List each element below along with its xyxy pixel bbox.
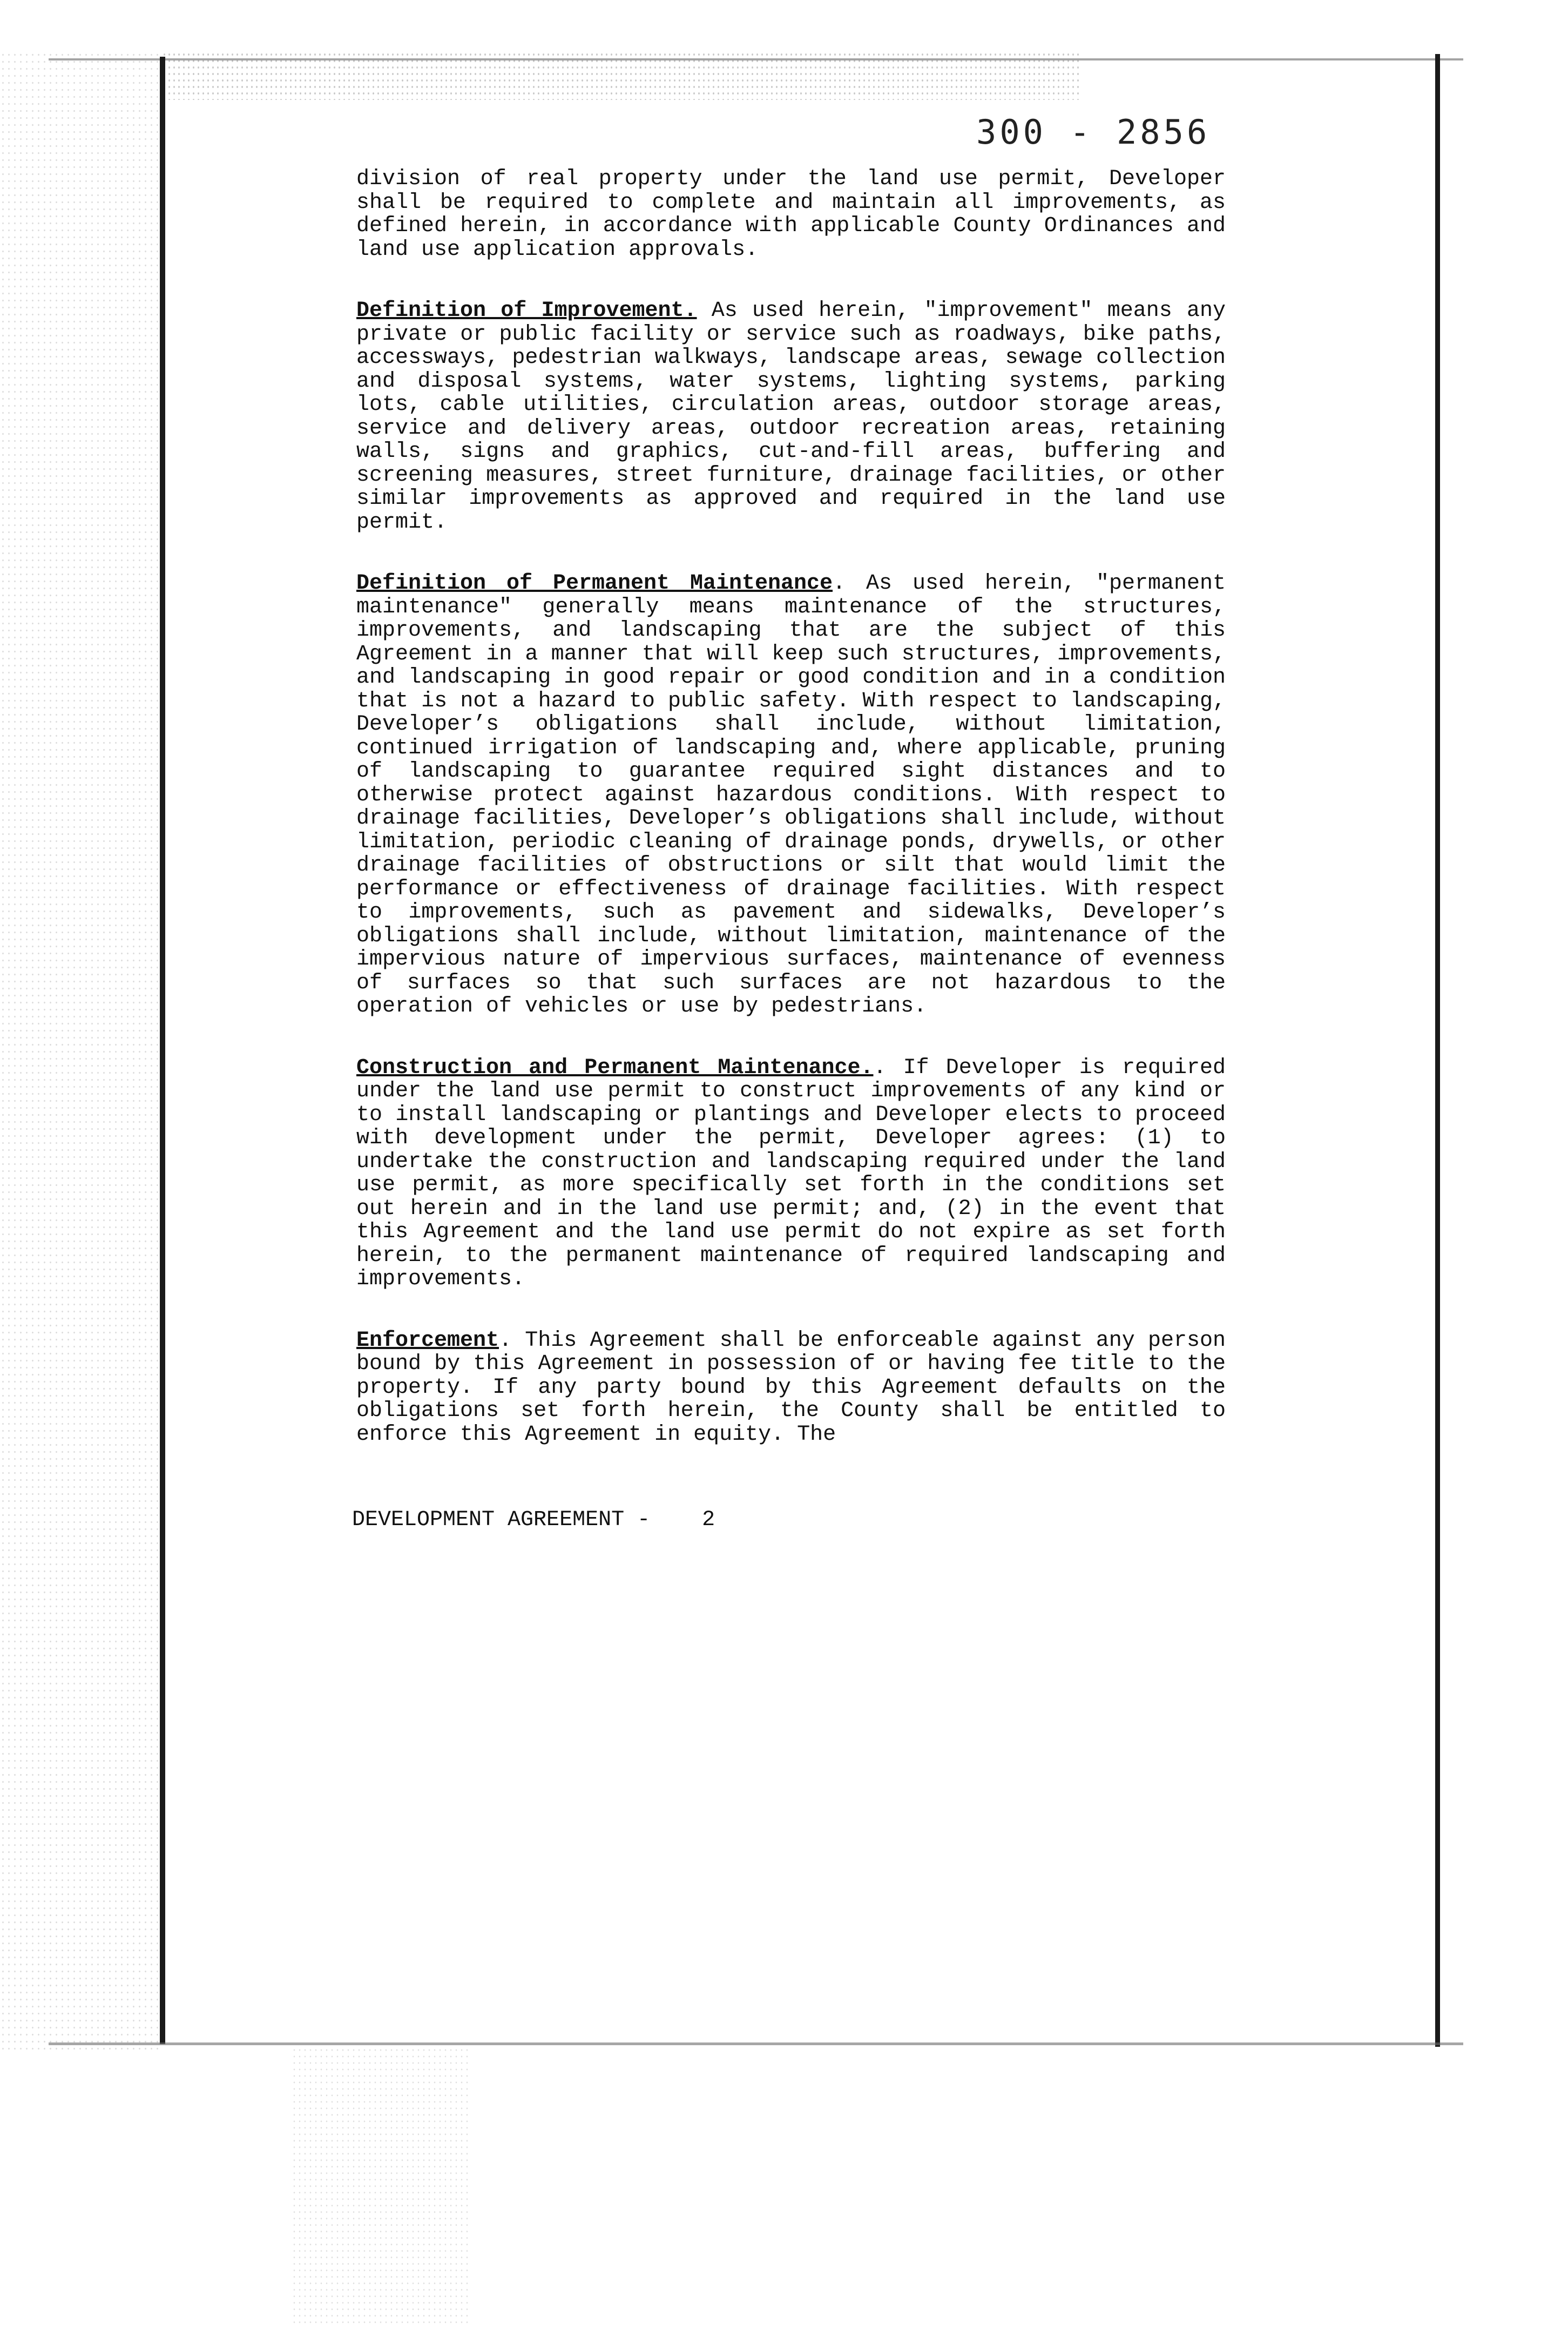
scan-edge-right — [1435, 54, 1440, 2047]
paragraph-definition-improvement — [356, 299, 1226, 534]
scan-noise-bottom — [292, 2047, 470, 2328]
scan-edge-top — [49, 58, 1463, 60]
scan-noise-left — [0, 51, 162, 2050]
paragraph-definition-permanent-maintenance — [356, 572, 1226, 1019]
section-heading: Enforcement — [356, 1328, 499, 1353]
paragraph-intro — [356, 167, 1226, 261]
document-body — [356, 167, 1226, 1484]
paragraph-text: . If Developer is required under the land use permit to construct improvements of any kind or to install landscaping or plantings and Developer elects to proceed with development under the permit, Developer agrees: (1) to undertake the construction and landscaping required under the land use permit, as more specifically set forth in the conditions set out herein and in the land use permit; and, (2) in the event that this Agreement and the land use permit do not expire as set forth herein, to the permanent maintenance of required landscaping and improvements. — [356, 1055, 1226, 1291]
paragraph-text: division of real property under the land use permit, Developer shall be required to complete and maintain all improvements, as defined herein, in accordance with applicable County Ordinances and land use application approvals. — [356, 167, 1226, 262]
section-heading: Definition of Improvement. — [356, 299, 697, 323]
section-heading: Construction and Permanent Maintenance. — [356, 1055, 874, 1080]
paragraph-text: . As used herein, "permanent maintenance" generally means maintenance of the structures, improvements, and landscaping that are the subject of this Agreement in a manner that will keep such structures, improvements, and landscaping in good repair or good condition and in a condition that is not a hazard to public safety. With respect to landscaping, Developer’s obligations shall include, without limitation, continued irrigation of landscaping and, where applicable, pruning of landscaping to guarantee required sight distances and to otherwise protect against hazardous conditions. With respect to drainage facilities, Developer’s obligations shall include, without limitation, periodic cleaning of drainage ponds, drywells, or other drainage facilities of obstructions or silt that would limit the performance or effectiveness of drainage facilities. With respect to improvements, such as pavement and sidewalks, Developer’s obligations shall include, without limitation, maintenance of the impervious nature of impervious surfaces, maintenance of evenness of surfaces so that such surfaces are not hazardous to the operation of vehicles or use by pedestrians. — [356, 571, 1226, 1019]
scan-edge-bottom — [49, 2042, 1463, 2045]
paragraph-construction-maintenance — [356, 1056, 1226, 1291]
page-footer: DEVELOPMENT AGREEMENT - 2 — [352, 1508, 715, 1532]
paragraph-text: . This Agreement shall be enforceable against any person bound by this Agreement in possession of or having fee title to the property. If any party bound by this Agreement defaults on the obligations set forth herein, the County shall be entitled to enforce this Agreement in equity. The — [356, 1328, 1226, 1447]
section-heading: Definition of Permanent Maintenance — [356, 571, 833, 596]
scan-edge-left — [160, 57, 165, 2044]
paragraph-enforcement — [356, 1329, 1226, 1447]
paragraph-text: As used herein, "improvement" means any private or public facility or service such as roadways, bike paths, accessways, pedestrian walkways, landscape areas, sewage collection and disposal systems, water systems, lighting systems, parking lots, cable utilities, circulation areas, outdoor storage areas, service and delivery areas, outdoor recreation areas, retaining walls, signs and graphics, cut-and-fill areas, buffering and screening measures, street furniture, drainage facilities, or other similar improvements as approved and required in the land use permit. — [356, 299, 1226, 535]
page-number: 300 - 2856 — [976, 112, 1211, 152]
